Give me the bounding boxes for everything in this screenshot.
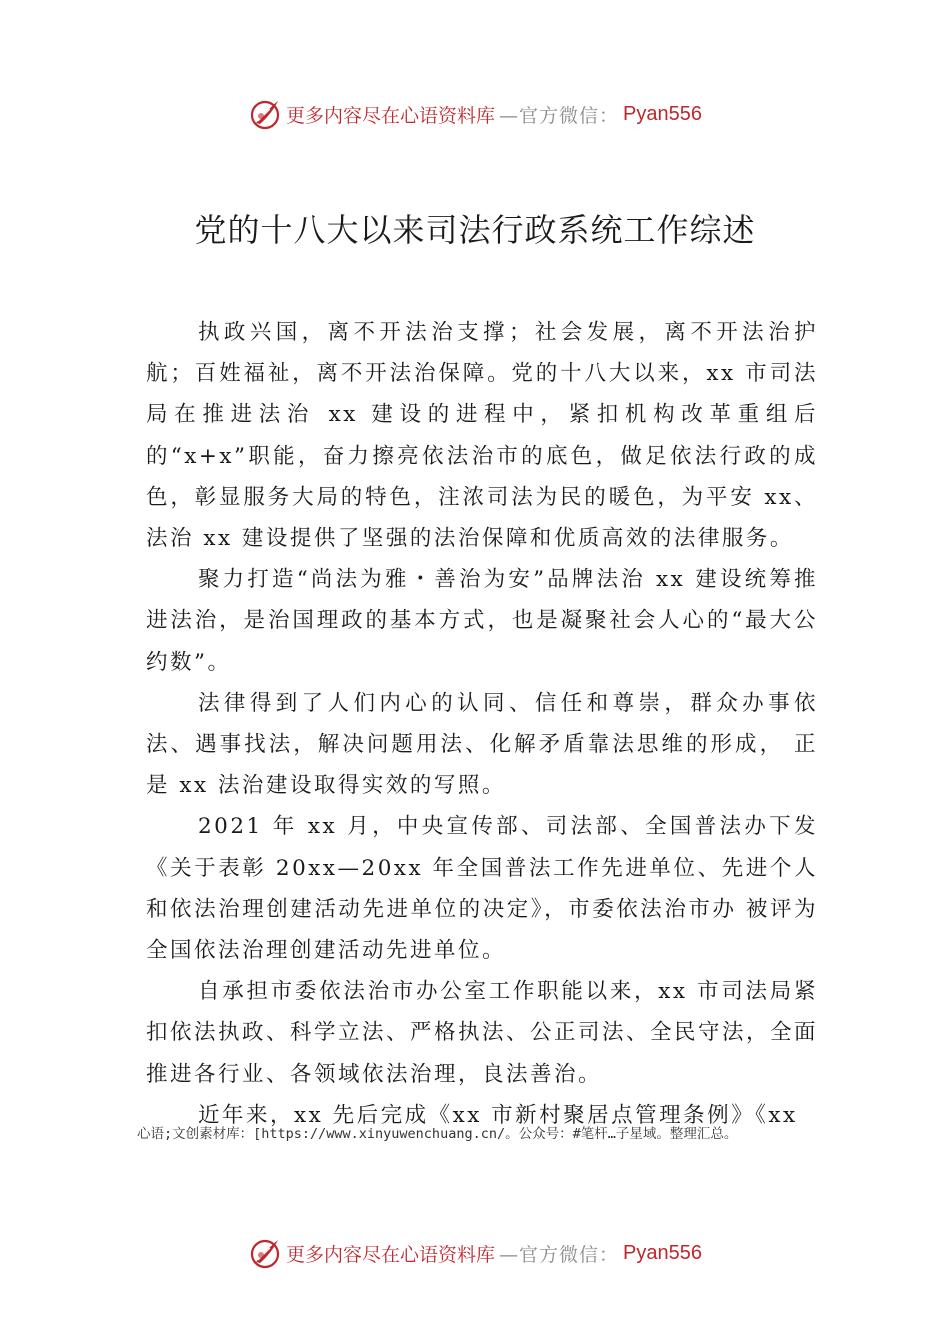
banner-wechat-id: Pyan556 — [623, 1241, 702, 1264]
quill-pen-seal-icon — [248, 1236, 282, 1270]
quill-pen-seal-icon — [248, 97, 282, 131]
banner-text-primary: 更多内容尽在心语资料库 — [286, 1243, 496, 1266]
document-body — [146, 312, 818, 1136]
paragraph: 执政兴国，离不开法治支撑；社会发展，离不开法治护航；百姓福祉，离不开法治保障。党的十八大以来，xx 市司法局在推进法治 xx 建设的进程中，紧扣机构改革重组后的“x+x”职能，奋力擦亮依法治市的底色，做足依法行政的成色，彰显服务大局的特色，注浓司法为民的暖色，为平安 xx、法治 xx 建设提供了坚强的法治保障和优质高效的法律服务。 — [146, 320, 818, 552]
banner-text-primary: 更多内容尽在心语资料库 — [286, 104, 496, 127]
footer-banner — [0, 1233, 950, 1273]
banner-text-label: —官方微信： — [499, 104, 620, 127]
paragraph: 2021 年 xx 月，中央宣传部、司法部、全国普法办下发《关于表彰 20xx—20xx 年全国普法工作先进单位、先进个人和依法治理创建活动先进单位的决定》，市委依法治市办 被评为全国依法治理创建活动先进单位。 — [146, 814, 818, 964]
document-title: 党的十八大以来司法行政系统工作综述 — [194, 211, 756, 249]
header-banner — [0, 94, 950, 134]
source-note: 心语;文创素材库：[https://www.xinyuwenchuang.cn/。公众号：#笔杆…子星域。整理汇总。 — [137, 1126, 738, 1142]
banner-text-label: —官方微信： — [499, 1243, 620, 1266]
banner-wechat-id: Pyan556 — [623, 102, 702, 125]
paragraph: 自承担市委依法治市办公室工作职能以来，xx 市司法局紧扣依法执政、科学立法、严格执法、公正司法、全民守法，全面推进各行业、各领域依法治理，良法善治。 — [146, 979, 819, 1087]
paragraph: 聚力打造“尚法为雅・善治为安”品牌法治 xx 建设统筹推进法治，是治国理政的基本方式，也是凝聚社会人心的“最大公约数”。 — [146, 567, 818, 675]
paragraph: 近年来，xx 先后完成《xx 市新村聚居点管理条例》《xx — [198, 1102, 798, 1128]
paragraph: 法律得到了人们内心的认同、信任和尊崇，群众办事依法、遇事找法，解决问题用法、化解矛盾靠法思维的形成， 正是 xx 法治建设取得实效的写照。 — [146, 690, 818, 799]
